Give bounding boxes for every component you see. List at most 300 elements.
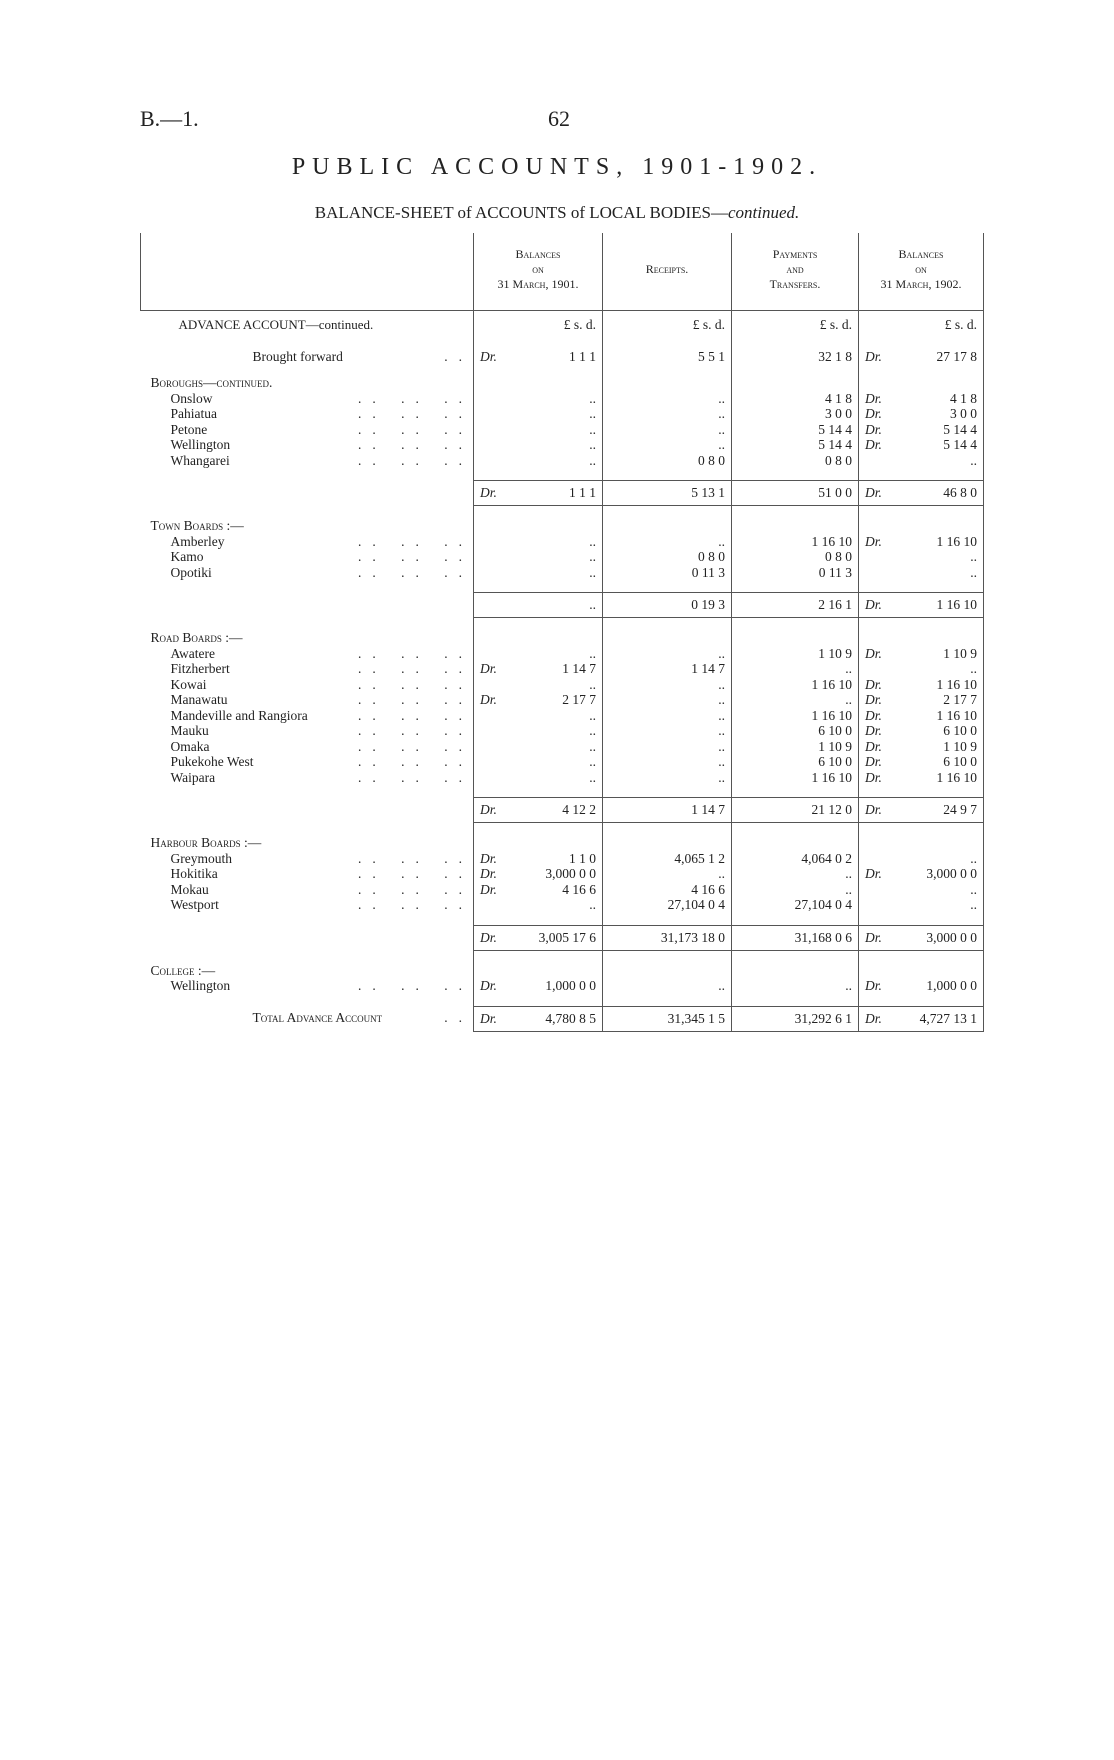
cell-value: .. <box>589 597 596 612</box>
cell-receipts <box>603 708 732 724</box>
leader-dots: .. .. .. <box>358 881 473 897</box>
spacer-cell <box>603 580 732 593</box>
cell-value: .. <box>589 769 596 785</box>
cell-value: 1 14 7 <box>562 661 596 676</box>
group-heading-row <box>141 835 984 851</box>
cell-receipts <box>603 661 732 677</box>
cell-payments <box>732 481 859 506</box>
dr-marker: Dr. <box>480 1010 497 1026</box>
spacer-cell <box>859 913 984 926</box>
cell-value: 2 17 7 <box>943 692 977 707</box>
spacer-cell <box>141 994 474 1007</box>
row-name-cell <box>141 692 474 708</box>
subtitle-continued: continued. <box>727 203 800 222</box>
cell-receipts <box>603 723 732 739</box>
header-line: Payments <box>772 247 818 261</box>
empty-cell <box>603 835 732 851</box>
row-name-cell <box>141 978 474 994</box>
table-row <box>141 677 984 693</box>
cell-payments <box>732 897 859 913</box>
cell-payments <box>732 661 859 677</box>
cell-value: 1 16 10 <box>811 707 852 723</box>
leader-dots: .. .. .. <box>358 549 473 564</box>
cell-bal2 <box>859 708 984 724</box>
cell-bal1 <box>474 339 603 375</box>
row-name: Petone <box>170 421 208 437</box>
cell-receipts <box>603 481 732 506</box>
cell-bal1 <box>474 739 603 755</box>
cell-value: .. <box>718 754 725 769</box>
table-row <box>141 897 984 913</box>
dr-marker: Dr. <box>480 661 497 676</box>
cell-bal2 <box>859 661 984 677</box>
cell-value: 3 0 0 <box>825 406 852 421</box>
cell-value: .. <box>970 452 977 468</box>
cell-receipts <box>603 534 732 550</box>
spacer-cell <box>732 506 859 519</box>
cell-receipts: 5 5 1 <box>603 339 732 375</box>
cell-receipts <box>603 851 732 867</box>
brought-forward-row <box>141 339 984 375</box>
cell-bal2 <box>859 798 984 823</box>
dr-marker: Dr. <box>865 738 882 754</box>
empty-cell <box>732 518 859 534</box>
empty-cell <box>732 630 859 646</box>
spacer-cell <box>859 950 984 963</box>
units-label: £ s. d. <box>859 311 984 340</box>
group-heading: Boroughs—continued. <box>150 375 273 390</box>
spacer-cell <box>474 823 603 836</box>
spacer-cell <box>732 468 859 481</box>
cell-value: 2 16 1 <box>818 597 852 612</box>
table-row <box>141 422 984 438</box>
cell-value: .. <box>589 549 596 564</box>
spacer-cell <box>141 785 474 798</box>
cell-bal1 <box>474 437 603 453</box>
cell-value: 24 9 7 <box>943 802 977 817</box>
row-name: Pukekohe West <box>170 754 254 769</box>
leader-dots: .. .. .. <box>358 645 473 661</box>
table-row <box>141 646 984 662</box>
spacer-cell <box>859 580 984 593</box>
table-row <box>141 692 984 708</box>
cell-value: 31,292 6 1 <box>794 1010 852 1026</box>
cell-value: 1 1 0 <box>569 850 596 866</box>
row-name: Hokitika <box>170 866 218 881</box>
leader-dots: .. .. .. <box>358 897 473 912</box>
spacer-cell <box>859 823 984 836</box>
row-name-cell <box>141 661 474 677</box>
cell-receipts <box>603 593 732 618</box>
cell-value: 27,104 0 4 <box>794 897 852 912</box>
spacer-row <box>141 468 984 481</box>
header-blank <box>141 233 474 311</box>
row-name-cell <box>141 391 474 407</box>
dr-marker: Dr. <box>865 707 882 723</box>
cell-value: .. <box>845 866 852 881</box>
spacer-cell <box>474 580 603 593</box>
row-name-cell <box>141 422 474 438</box>
cell-value: 1 16 10 <box>936 769 977 785</box>
empty-cell <box>859 630 984 646</box>
cell-bal2 <box>859 391 984 407</box>
cell-value: 0 11 3 <box>818 564 852 580</box>
cell-payments: 32 1 8 <box>732 339 859 375</box>
cell-value: 1 10 9 <box>818 738 852 754</box>
table-row <box>141 391 984 407</box>
cell-bal2 <box>859 534 984 550</box>
units-label: £ s. d. <box>732 311 859 340</box>
dr-marker: Dr. <box>865 349 882 364</box>
spacer-cell <box>141 950 474 963</box>
cell-value: 0 11 3 <box>691 564 725 580</box>
spacer-row <box>141 785 984 798</box>
cell-value: .. <box>589 564 596 580</box>
cell-payments <box>732 565 859 581</box>
units-label: £ s. d. <box>603 311 732 340</box>
cell-value: .. <box>589 676 596 692</box>
header-receipts: Receipts. <box>603 233 732 311</box>
cell-bal1 <box>474 692 603 708</box>
cell-value: 1 10 9 <box>818 645 852 661</box>
cell-payments <box>732 391 859 407</box>
cell-value: .. <box>845 978 852 993</box>
cell-value: 1 14 7 <box>691 661 725 676</box>
cell-bal2 <box>859 453 984 469</box>
table-body <box>141 311 984 1032</box>
cell-bal2 <box>859 692 984 708</box>
cell-payments <box>732 1006 859 1031</box>
cell-value: 1 16 10 <box>811 769 852 785</box>
cell-bal1 <box>474 661 603 677</box>
cell-value: .. <box>589 406 596 421</box>
group-heading-row <box>141 375 984 391</box>
cell-value: 0 19 3 <box>691 597 725 612</box>
grand-total-row <box>141 1006 984 1031</box>
cell-bal1 <box>474 422 603 438</box>
spacer-cell <box>603 950 732 963</box>
spacer-row <box>141 823 984 836</box>
spacer-row <box>141 580 984 593</box>
cell-value: .. <box>970 850 977 866</box>
cell-bal1 <box>474 453 603 469</box>
subtotal-label-cell <box>141 798 474 823</box>
cell-bal1 <box>474 882 603 898</box>
cell-payments <box>732 646 859 662</box>
spacer-cell <box>141 506 474 519</box>
cell-bal1 <box>474 897 603 913</box>
leader-dots: .. .. .. <box>358 452 473 468</box>
cell-value: 3,005 17 6 <box>538 929 596 945</box>
spacer-cell <box>603 785 732 798</box>
cell-bal2 <box>859 770 984 786</box>
cell-payments <box>732 754 859 770</box>
cell-receipts <box>603 754 732 770</box>
dr-marker: Dr. <box>865 645 882 661</box>
leader-dots: .. <box>444 1010 473 1025</box>
cell-value: .. <box>718 437 725 452</box>
dr-marker: Dr. <box>865 390 882 406</box>
subtotal-label-cell <box>141 925 474 950</box>
cell-value: .. <box>718 769 725 785</box>
section-title: ADVANCE ACCOUNT—continued. <box>141 311 474 340</box>
header-line: and <box>786 262 804 276</box>
cell-value: 5 14 4 <box>943 421 977 437</box>
spacer-cell <box>603 823 732 836</box>
cell-receipts <box>603 692 732 708</box>
row-name: Wellington <box>170 978 231 993</box>
spacer-cell <box>603 468 732 481</box>
spacer-cell <box>732 580 859 593</box>
grand-total-label: Total Advance Account <box>252 1010 383 1025</box>
cell-receipts <box>603 406 732 422</box>
cell-value: .. <box>845 881 852 897</box>
empty-cell <box>859 518 984 534</box>
table-row <box>141 882 984 898</box>
dr-marker: Dr. <box>865 802 882 817</box>
cell-value: .. <box>845 661 852 676</box>
subtotal-label-cell <box>141 593 474 618</box>
spacer-cell <box>859 994 984 1007</box>
row-name: Onslow <box>170 390 213 406</box>
cell-value: 5 14 4 <box>818 421 852 437</box>
row-name: Waipara <box>170 769 216 785</box>
dr-marker: Dr. <box>865 421 882 437</box>
cell-bal1 <box>474 406 603 422</box>
subtotal-row <box>141 593 984 618</box>
table-row <box>141 437 984 453</box>
cell-bal2 <box>859 406 984 422</box>
table-row <box>141 661 984 677</box>
cell-value: 6 10 0 <box>818 723 852 738</box>
spacer-cell <box>603 506 732 519</box>
row-name-cell <box>141 677 474 693</box>
table-row <box>141 978 984 994</box>
cell-value: 4 1 8 <box>950 390 977 406</box>
cell-value: .. <box>970 881 977 897</box>
dr-marker: Dr. <box>865 692 882 707</box>
dr-marker: Dr. <box>480 692 497 707</box>
cell-bal2 <box>859 723 984 739</box>
cell-bal1 <box>474 723 603 739</box>
leader-dots: .. .. .. <box>358 437 473 452</box>
cell-receipts <box>603 925 732 950</box>
cell-bal2 <box>859 677 984 693</box>
cell-bal2 <box>859 754 984 770</box>
cell-value: 5 14 4 <box>818 437 852 452</box>
header-balances-1901 <box>474 233 603 311</box>
leader-dots: .. .. .. <box>358 661 473 676</box>
cell-bal1 <box>474 754 603 770</box>
cell-value: .. <box>589 754 596 769</box>
subtotal-row <box>141 925 984 950</box>
header-line: 31 March, 1901. <box>497 277 579 291</box>
row-name-cell <box>141 453 474 469</box>
row-name: Mandeville and Rangiora <box>170 707 308 723</box>
leader-dots: .. <box>444 349 473 364</box>
leader-dots: .. .. .. <box>358 390 473 406</box>
table-row <box>141 549 984 565</box>
cell-value: .. <box>718 406 725 421</box>
cell-value: 6 10 0 <box>818 754 852 769</box>
row-name: Awatere <box>170 645 215 661</box>
spacer-cell <box>141 823 474 836</box>
cell-value: .. <box>589 533 596 549</box>
cell-bal1 <box>474 565 603 581</box>
cell-value: 0 8 0 <box>825 452 852 468</box>
grand-total-label-cell <box>141 1006 474 1031</box>
empty-cell <box>859 375 984 391</box>
empty-cell <box>474 630 603 646</box>
cell-value: .. <box>589 437 596 452</box>
cell-value: 3 0 0 <box>950 406 977 421</box>
cell-value: .. <box>718 866 725 881</box>
cell-value: 51 0 0 <box>818 485 852 500</box>
group-heading-row <box>141 963 984 979</box>
cell-payments <box>732 422 859 438</box>
cell-value: .. <box>718 978 725 993</box>
cell-receipts <box>603 453 732 469</box>
cell-value: 5 13 1 <box>691 485 725 500</box>
leader-dots: .. .. .. <box>358 676 473 692</box>
empty-cell <box>474 518 603 534</box>
cell-value: 4,064 0 2 <box>801 850 852 866</box>
cell-bal1 <box>474 481 603 506</box>
table-row <box>141 770 984 786</box>
header-line: Transfers. <box>769 277 821 291</box>
spacer-cell <box>732 823 859 836</box>
cell-value: 31,173 18 0 <box>660 929 725 945</box>
row-name: Manawatu <box>170 692 228 707</box>
row-name: Pahiatua <box>170 406 217 421</box>
cell-payments <box>732 723 859 739</box>
table-row <box>141 739 984 755</box>
cell-payments <box>732 437 859 453</box>
row-name: Omaka <box>170 738 210 754</box>
row-name: Whangarei <box>170 452 230 468</box>
balance-sheet-table <box>140 233 984 1032</box>
spacer-cell <box>141 913 474 926</box>
cell-receipts <box>603 770 732 786</box>
row-name-cell <box>141 549 474 565</box>
cell-value: 0 8 0 <box>698 452 725 468</box>
subtotal-label-cell <box>141 481 474 506</box>
cell-receipts <box>603 1006 732 1031</box>
row-name: Mokau <box>170 881 209 897</box>
cell-value: 1 16 10 <box>936 707 977 723</box>
cell-value: 4 16 6 <box>562 881 596 897</box>
cell-payments <box>732 851 859 867</box>
spacer-cell <box>474 618 603 631</box>
spacer-row <box>141 994 984 1007</box>
cell-payments <box>732 798 859 823</box>
cell-bal2 <box>859 866 984 882</box>
group-heading-row <box>141 518 984 534</box>
header-line: on <box>532 262 544 276</box>
cell-receipts <box>603 549 732 565</box>
cell-value: .. <box>589 723 596 738</box>
spacer-cell <box>732 785 859 798</box>
row-name: Amberley <box>170 533 225 549</box>
cell-value: .. <box>718 723 725 738</box>
cell-value: 1 16 10 <box>936 676 977 692</box>
cell-value: .. <box>589 738 596 754</box>
cell-value: 5 14 4 <box>943 437 977 452</box>
page-subtitle <box>0 203 1114 223</box>
cell-value: .. <box>970 661 977 676</box>
table-row <box>141 708 984 724</box>
row-name-cell <box>141 406 474 422</box>
cell-receipts <box>603 739 732 755</box>
cell-value: .. <box>718 533 725 549</box>
spacer-cell <box>603 618 732 631</box>
row-name-cell <box>141 882 474 898</box>
column-header-row <box>141 233 984 311</box>
spacer-cell <box>474 994 603 1007</box>
leader-dots: .. .. .. <box>358 769 473 785</box>
cell-bal2 <box>859 422 984 438</box>
cell-value: 4 12 2 <box>562 802 596 817</box>
cell-value: 6 10 0 <box>943 723 977 738</box>
header-line: 31 March, 1902. <box>880 277 962 291</box>
cell-value: 4,780 8 5 <box>545 1010 596 1026</box>
cell-value: .. <box>718 390 725 406</box>
cell-receipts <box>603 391 732 407</box>
cell-value: 6 10 0 <box>943 754 977 769</box>
empty-cell <box>732 835 859 851</box>
cell-value: .. <box>718 421 725 437</box>
spacer-cell <box>141 468 474 481</box>
cell-value: .. <box>970 549 977 564</box>
row-name: Opotiki <box>170 564 212 580</box>
subtotal-row <box>141 798 984 823</box>
cell-value: 2 17 7 <box>562 692 596 707</box>
cell-payments <box>732 882 859 898</box>
cell-value: 27 17 8 <box>936 349 977 364</box>
row-name-cell <box>141 437 474 453</box>
row-label: Brought forward <box>252 349 343 364</box>
dr-marker: Dr. <box>865 769 882 785</box>
dr-marker: Dr. <box>865 723 882 738</box>
cell-value: 1 16 10 <box>936 597 977 612</box>
header-line: Balances <box>515 247 561 261</box>
spacer-cell <box>732 913 859 926</box>
empty-cell <box>859 835 984 851</box>
cell-value: .. <box>718 676 725 692</box>
cell-value: .. <box>589 452 596 468</box>
cell-bal1 <box>474 1006 603 1031</box>
dr-marker: Dr. <box>865 533 882 549</box>
dr-marker: Dr. <box>865 597 882 612</box>
group-heading-row <box>141 630 984 646</box>
row-name-cell <box>141 770 474 786</box>
subtotal-row <box>141 481 984 506</box>
cell-receipts <box>603 646 732 662</box>
cell-bal2 <box>859 437 984 453</box>
cell-payments <box>732 677 859 693</box>
cell-bal2 <box>859 1006 984 1031</box>
row-name-cell <box>141 708 474 724</box>
cell-bal1 <box>474 549 603 565</box>
header-line: Balances <box>898 247 944 261</box>
cell-payments <box>732 692 859 708</box>
cell-value: .. <box>589 390 596 406</box>
cell-value: 1 1 1 <box>569 349 596 364</box>
cell-value: 1 1 1 <box>569 485 596 500</box>
cell-value: 27,104 0 4 <box>667 897 725 912</box>
cell-bal1 <box>474 851 603 867</box>
cell-value: 1 16 10 <box>811 676 852 692</box>
